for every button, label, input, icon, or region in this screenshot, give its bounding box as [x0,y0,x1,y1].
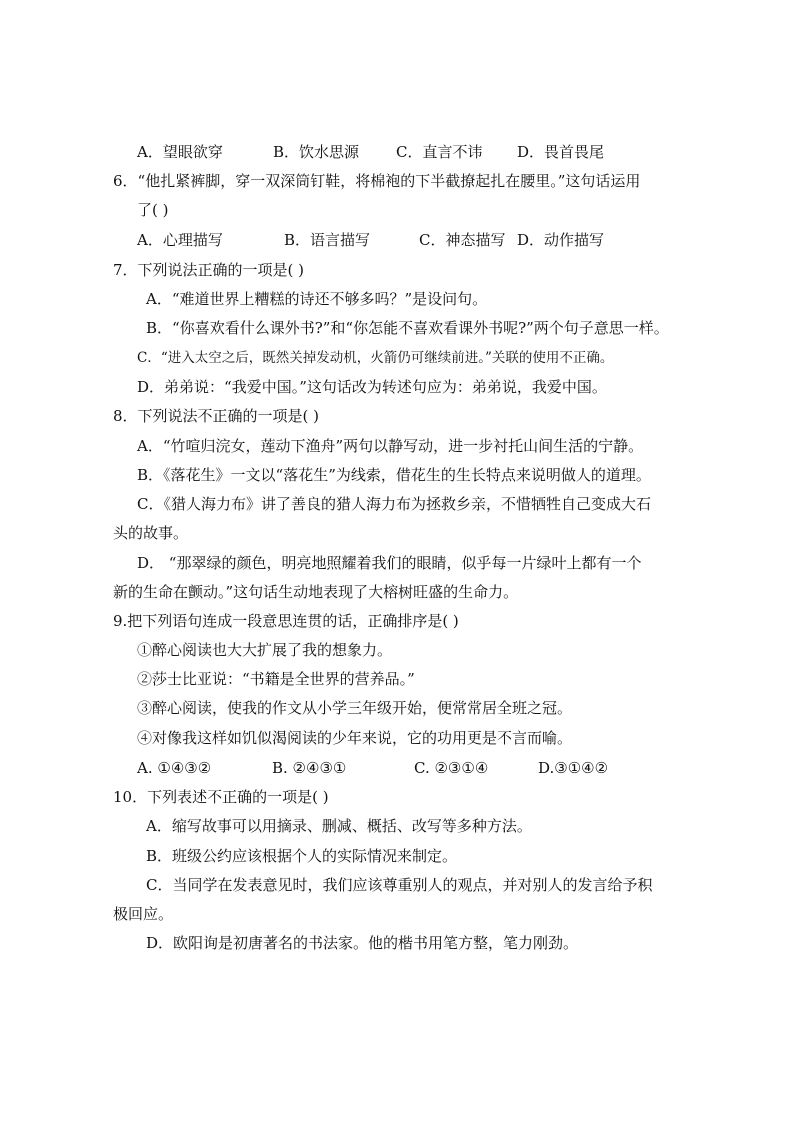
q9-sentence-1: ①醉心阅读也大大扩展了我的想象力。 [137,641,393,659]
q9-stem: 9.把下列语句连成一段意思连贯的话，正确排序是( ) [113,612,459,630]
q8-stem: 8．下列说法不正确的一项是( ) [113,407,320,425]
q5-option-b: B．饮水思源 [273,143,360,161]
q6-option-d: D．动作描写 [517,231,605,249]
q9-sentence-4: ④对像我这样如饥似渴阅读的少年来说，它的功用更是不言而喻。 [137,729,573,747]
q8-option-d-line-2: 新的生命在颤动。”这句话生动地表现了大榕树旺盛的生命力。 [113,583,519,601]
q8-option-a: A．“竹喧归浣女，莲动下渔舟”两句以静写动，进一步衬托山间生活的宁静。 [137,437,644,455]
q10-option-c-line-1: C．当同学在发表意见时，我们应该尊重别人的观点，并对别人的发言给予积 [146,876,653,894]
q9-option-b: B. ②④③① [272,759,347,777]
q5-option-d: D．畏首畏尾 [517,143,605,161]
q10-stem: 10．下列表述不正确的一项是( ) [113,788,329,806]
q6-stem-line-2: 了( ) [137,201,169,219]
q9-options [137,758,608,778]
q7-option-c: C．“进入太空之后，既然关掉发动机，火箭仍可继续前进。”关联的使用不正确。 [137,350,614,366]
q7-stem: 7．下列说法正确的一项是( ) [113,261,305,279]
q7-option-d: D．弟弟说：“我爱中国。”这句话改为转述句应为：弟弟说，我爱中国。 [137,378,607,396]
q5-options [137,142,604,162]
q10-option-d: D．欧阳询是初唐著名的书法家。他的楷书用笔方整，笔力刚劲。 [146,934,579,952]
q6-options [137,230,604,250]
q9-sentence-2: ②莎士比亚说：“书籍是全世界的营养品。” [137,670,415,688]
q8-option-c-line-2: 头的故事。 [113,524,189,542]
q8-option-c-line-1: C．《猎人海力布》讲了善良的猎人海力布为拯救乡亲，不惜牺牲自己变成大石 [137,495,651,513]
q5-option-a: A．望眼欲穿 [137,143,223,161]
q10-option-b: B．班级公约应该根据个人的实际情况来制定。 [146,847,458,865]
q9-option-a: A. ①④③② [137,759,212,777]
q8-option-b: B．《落花生》一文以“落花生”为线索，借花生的生长特点来说明做人的道理。 [137,466,651,484]
q9-option-d: D.③①④② [538,759,609,777]
q7-option-b: B．“你喜欢看什么课外书?”和“你怎能不喜欢看课外书呢?”两个句子意思一样。 [146,319,669,337]
q6-stem-line-1: 6．“他扎紧裤脚，穿一双深筒钉鞋，将棉袍的下半截撩起扎在腰里。”这句话运用 [113,172,641,190]
q7-option-a: A．“难道世界上糟糕的诗还不够多吗？”是设问句。 [146,290,488,308]
q8-option-d-line-1: D． “那翠绿的颜色，明亮地照耀着我们的眼睛，似乎每一片绿叶上都有一个 [137,554,642,572]
q10-option-a: A．缩写故事可以用摘录、删减、概括、改写等多种方法。 [146,817,532,835]
q9-sentence-3: ③醉心阅读，使我的作文从小学三年级开始，便常常居全班之冠。 [137,699,573,717]
q9-option-c: C. ②③①④ [414,759,489,777]
q5-option-c: C．直言不讳 [396,143,483,161]
q6-option-a: A．心理描写 [137,231,223,249]
q10-option-c-line-2: 极回应。 [113,905,174,923]
q6-option-b: B．语言描写 [284,231,371,249]
q6-option-c: C．神态描写 [419,231,506,249]
